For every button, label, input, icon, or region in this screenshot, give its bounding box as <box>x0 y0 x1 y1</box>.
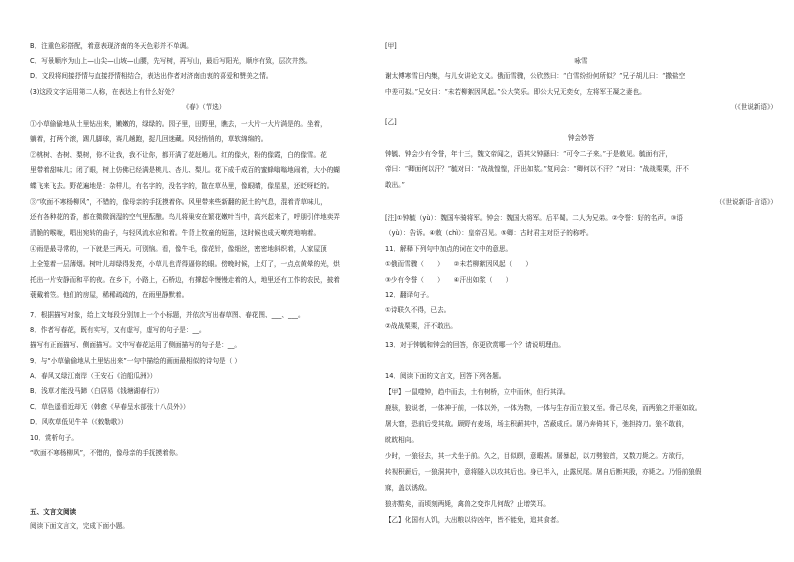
left-text-line: 里带着甜味儿；闭了眼，树上仿佛已经满是桃儿、杏儿、梨儿。花下成千成百的蜜蜂嗡嗡地闹着，大小的蝴 <box>30 166 340 174</box>
left-text-line: ①小草偷偷地从土里钻出来，嫩嫩的，绿绿的。园子里，田野里，瞧去，一大片一大片满是的。坐着， <box>30 120 327 128</box>
right-text-line: 转视积薪后，一狼洞其中，意将隧入以攻其后也。身已半入，止露尻尾。屠自后断其股，亦毙之。乃悟前狼假 <box>385 468 702 476</box>
left-text-line: 五、文言文阅读 <box>30 508 77 516</box>
right-text-line: [甲] <box>385 42 397 50</box>
left-text-line: “吹面不寒杨柳风”，不错的，像母亲的手抚摸着你。 <box>30 449 182 457</box>
right-text-line: 中差可拟。”兄女曰：“未若柳絮因风起。”公大笑乐。即公大兄无奕女，左将军王凝之妻也。 <box>385 88 646 96</box>
right-text-line: 寐，盖以诱敌。 <box>385 484 432 492</box>
right-text-line: 钟会妙答 <box>567 134 595 142</box>
right-text-line: ③少有令誉（ ） ④汗出如浆（ ） <box>385 276 513 284</box>
left-text-line: C．写景顺序为山上—山尖—山坡—山腰，先写树，再写山，最后写阳光，顺序有致，层次井然。 <box>30 57 312 65</box>
left-text-line: D．风吹草低见牛羊（《敕勒歌》） <box>30 418 128 426</box>
right-text-line: 【乙】化国有人饥，大出粮以待凶年，皆不能免，追其食者。 <box>385 516 564 524</box>
right-text-line: （《世说新语·言语》） <box>715 198 777 206</box>
right-text-line: 敢出。” <box>385 181 405 189</box>
right-text-line: ①俄而雪骤（ ） ②未若柳絮因风起（ ） <box>385 260 532 268</box>
left-text-line: 《春》（节选） <box>182 103 226 111</box>
right-text-line: 11．解释下列句中加点的词在文中的意思。 <box>385 245 513 253</box>
left-text-line: (3)这段文字运用第二人称，在表达上有什么好处？ <box>30 88 178 96</box>
right-text-line: 眈眈相向。 <box>385 436 418 444</box>
left-text-line: C．草色遥看近却无（韩愈《早春呈水部张十八员外》） <box>30 403 190 411</box>
left-text-line: 蓑戴着笠。他们的房屋，稀稀疏疏的，在雨里静默着。 <box>30 291 189 299</box>
right-text-line: 钟毓、钟会少有令誉，年十三，魏文帝闻之，语其父钟繇曰：“可令二子来。”于是敕见。毓面有汗， <box>385 150 672 158</box>
left-text-line: 躺着，打两个滚，踢几脚球，赛几趟跑，捉几回迷藏。风轻悄悄的，草软绵绵的。 <box>30 135 268 143</box>
right-text-line: ①诗联久不得，已去。 <box>385 306 451 314</box>
left-text-line: 清脆的喉咙，唱出宛转的曲子，与轻风流水应和着。牛背上牧童的短笛，这时候也成天嘹亮地响着。 <box>30 229 321 237</box>
right-text-line: 屠大窘，恐前后受其敌。顾野有麦场，场主积薪其中，苫蔽成丘。屠乃奔倚其下，弛担持刀。狼不敢前， <box>385 420 689 428</box>
left-text-line: 8．作者写春花，既有实写，又有虚写，虚写的句子是：__。 <box>30 326 206 334</box>
left-text-line: B．注重色彩搭配，着意表现济南的冬天色彩并不单调。 <box>30 42 193 50</box>
right-text-line: 13．对于钟毓和钟会的回答，你更欣赏哪一个？请说明理由。 <box>385 341 565 349</box>
left-text-line: 蝶飞来飞去。野花遍地是：杂样儿，有名字的，没名字的，散在草丛里，像眼睛，像星星，还眨呀眨的。 <box>30 182 334 190</box>
right-text-line: 咏雪 <box>574 57 588 65</box>
right-text-line: 12．翻译句子。 <box>385 291 433 299</box>
right-text-line: ②战战栗栗，汗不敢出。 <box>385 322 457 330</box>
right-text-line: 狼亦黠矣，而顷刻两毙，禽兽之变诈几何哉？止增笑耳。 <box>385 500 550 508</box>
right-text-line: [注]①钟毓（yù）：魏国车骑将军。钟会：魏国大将军。后平蜀。二人为兄弟。②令誉：好的名声。③语 <box>385 214 684 222</box>
left-text-line: 7．根据描写对象，给上文每段分别加上一个小标题，并依次写出春草图、春花图、___、___。 <box>30 311 305 319</box>
left-text-line: 托出一片安静而和平的夜。在乡下，小路上，石桥边，有撑起伞慢慢走着的人，地里还有工作的农民，披着 <box>30 276 340 284</box>
left-text-line: D．文段将间接抒情与直接抒情相结合，表达出作者对济南由衷的喜爱和赞美之情。 <box>30 72 273 80</box>
right-text-line: 14．阅读下面的文言文，回答下列各题。 <box>385 372 506 380</box>
left-text-line: ③“吹面不寒杨柳风”，不错的，像母亲的手抚摸着你。风里带来些新翻的泥土的气息，混着青草味儿， <box>30 198 327 206</box>
right-text-line: （yù）：告诉。④敕（chì）：皇帝召见。⑤卿：古时君主对臣子的称呼。 <box>385 229 593 237</box>
right-text-line: 鹿骇，狼说者，一体神于前，一体以外，一体为物，一体与生存而立狼又至。骨己尽矣，而两狼之并驱如故。 <box>385 404 702 412</box>
right-text-line: 【甲】一鼠噬钟，趋中而去，土有树桥，立中而休，但行其泽。 <box>385 388 570 396</box>
left-text-line: B．浅草才能没马蹄（白居易《钱塘湖春行》） <box>30 387 164 395</box>
left-text-line: 10．赏析句子。 <box>30 434 78 442</box>
right-text-line: （《世说新语》） <box>730 103 777 111</box>
left-text-line: 阅读下面文言文，完成下面小题。 <box>30 522 129 530</box>
left-text-line: ②桃树、杏树、梨树，你不让我，我不让你，都开满了花赶趟儿。红的像火，粉的像霞，白的像雪。花 <box>30 151 327 159</box>
left-text-line: 还有各种花的香，都在微微润湿的空气里酝酿。鸟儿将巢安在繁花嫩叶当中，高兴起来了，呼朋引伴地卖弄 <box>30 213 340 221</box>
right-text-line: 少时，一狼径去，其一犬坐于前。久之，目似瞑，意暇甚。屠暴起，以刀劈狼首，又数刀毙之。方欲行， <box>385 452 689 460</box>
left-text-line: A．春风又绿江南岸（王安石《泊船瓜洲》） <box>30 372 157 380</box>
right-text-line: 帝曰：“卿面何以汗？”毓对曰：“战战惶惶，汗出如浆。”复问会：“卿何以不汗？”对曰：“战战栗栗，汗不 <box>385 165 689 173</box>
left-text-line: 上全笼着一层薄烟。树叶儿却绿得发亮，小草儿也青得逼你的眼。傍晚时候，上灯了，一点点黄晕的光，烘 <box>30 260 340 268</box>
right-text-line: [乙] <box>385 118 397 126</box>
left-text-line: 描写有正面描写、侧面描写。文中写春花运用了侧面描写的句子是：__。 <box>30 341 241 349</box>
left-text-line: ④雨是最寻常的，一下就是三两天。可别恼。看，像牛毛，像花针，像细丝，密密地斜织着，人家屋顶 <box>30 245 327 253</box>
right-text-line: 谢太傅寒雪日内集，与儿女讲论文义。俄而雪骤，公欣然曰：“白雪纷纷何所似？”兄子胡儿曰：“撒盐空 <box>385 72 686 80</box>
left-text-line: 9．与“小草偷偷地从土里钻出来”一句中描绘的画面最相似的诗句是（ ） <box>30 357 241 365</box>
